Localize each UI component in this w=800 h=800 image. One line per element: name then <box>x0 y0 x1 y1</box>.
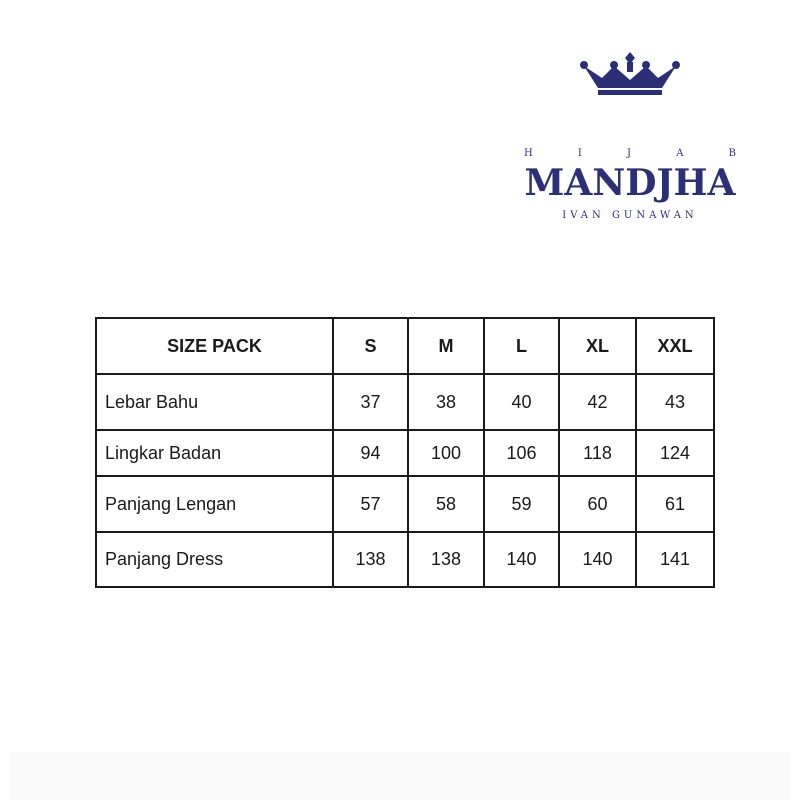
logo-letter: B <box>728 148 736 159</box>
table-cell: 40 <box>484 374 559 430</box>
table-cell: 140 <box>559 532 636 587</box>
table-cell: 138 <box>333 532 408 587</box>
logo-top-letters <box>520 148 740 159</box>
table-cell: 59 <box>484 476 559 532</box>
table-header-row <box>96 318 714 374</box>
size-chart-table <box>95 317 715 588</box>
bottom-band <box>10 752 790 800</box>
header-size-s: S <box>333 318 408 374</box>
table-cell: 58 <box>408 476 484 532</box>
logo-letter: A <box>676 148 684 159</box>
table-cell: 57 <box>333 476 408 532</box>
table-cell: 42 <box>559 374 636 430</box>
table-row <box>96 532 714 587</box>
table-cell: 141 <box>636 532 714 587</box>
row-label: Lingkar Badan <box>96 430 333 476</box>
table-cell: 38 <box>408 374 484 430</box>
row-label: Panjang Lengan <box>96 476 333 532</box>
row-label: Panjang Dress <box>96 532 333 587</box>
logo-letter: H <box>524 148 533 159</box>
header-size-l: L <box>484 318 559 374</box>
table-cell: 37 <box>333 374 408 430</box>
header-size-pack: SIZE PACK <box>96 318 333 374</box>
table-row <box>96 430 714 476</box>
header-size-xxl: XXL <box>636 318 714 374</box>
table-cell: 138 <box>408 532 484 587</box>
table-cell: 106 <box>484 430 559 476</box>
table-cell: 118 <box>559 430 636 476</box>
table-cell: 61 <box>636 476 714 532</box>
brand-name: MANDJHA <box>524 162 736 204</box>
table-cell: 60 <box>559 476 636 532</box>
row-label: Lebar Bahu <box>96 374 333 430</box>
crown-icon <box>580 44 680 96</box>
table-row <box>96 374 714 430</box>
table-cell: 94 <box>333 430 408 476</box>
brand-logo <box>520 44 740 221</box>
table-cell: 140 <box>484 532 559 587</box>
header-size-xl: XL <box>559 318 636 374</box>
logo-letter: I <box>577 148 582 159</box>
table-cell: 124 <box>636 430 714 476</box>
brand-subtitle: IVAN GUNAWAN <box>562 210 698 221</box>
table-row <box>96 476 714 532</box>
table-cell: 43 <box>636 374 714 430</box>
table-cell: 100 <box>408 430 484 476</box>
header-size-m: M <box>408 318 484 374</box>
logo-letter: J <box>627 148 632 159</box>
